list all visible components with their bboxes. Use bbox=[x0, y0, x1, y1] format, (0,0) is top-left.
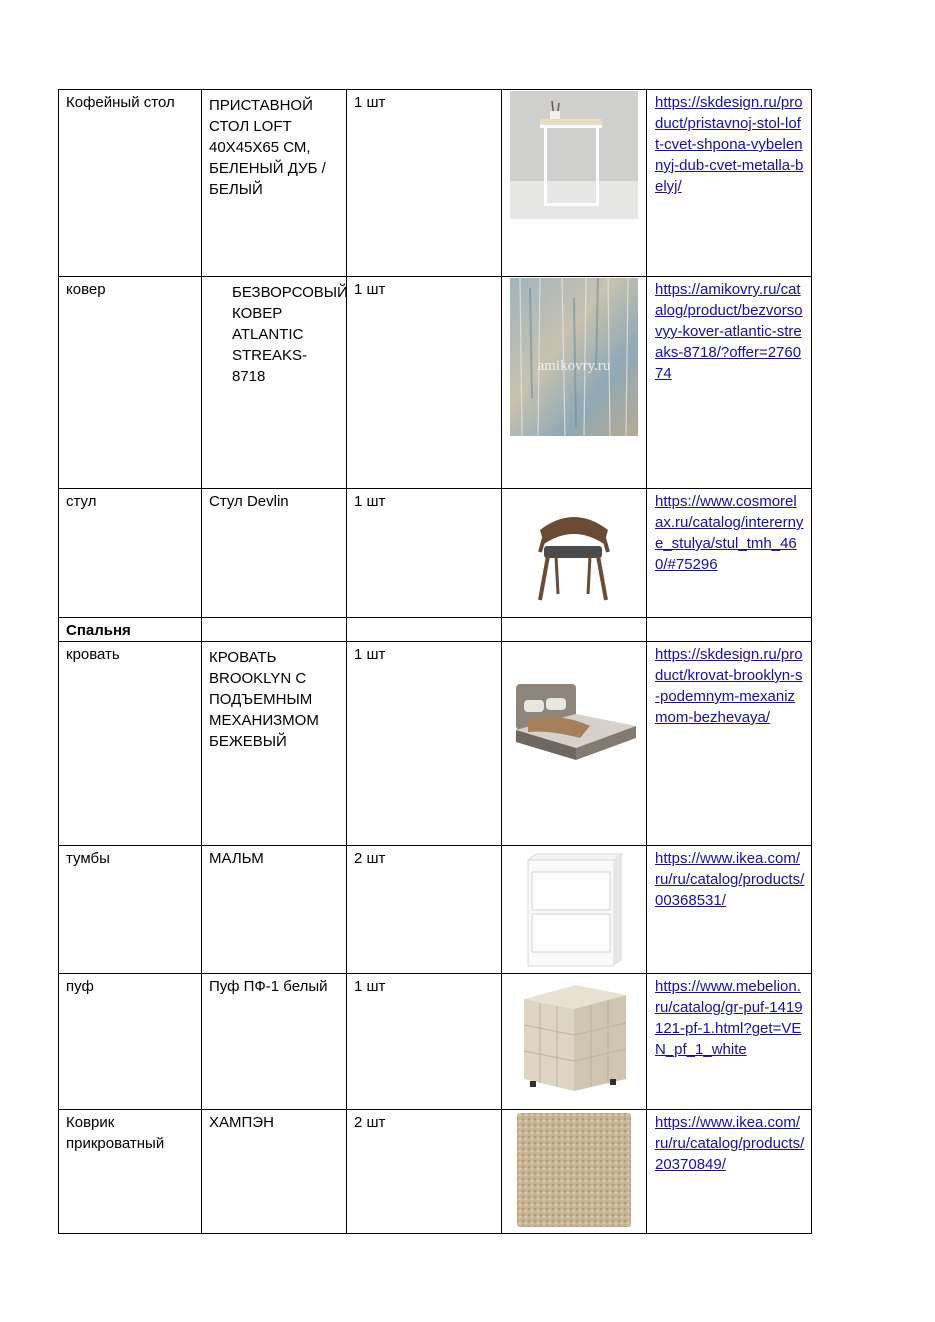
product-link[interactable]: https://skdesign.ru/product/pristavnoj-stol-loft-cvet-shpona-vybelennyj-dub-cvet-metalla-belyj/ bbox=[655, 94, 804, 195]
section-title: Спальня bbox=[59, 618, 202, 642]
item-name: Кофейный стол bbox=[59, 90, 202, 277]
table-row bbox=[59, 277, 812, 489]
item-qty: 1 шт bbox=[347, 489, 502, 618]
item-name: ковер bbox=[59, 277, 202, 489]
table-row bbox=[59, 1110, 812, 1234]
item-image-cell bbox=[502, 1110, 647, 1234]
item-name: Коврик прикроватный bbox=[59, 1110, 202, 1234]
table-row bbox=[59, 846, 812, 974]
item-qty: 1 шт bbox=[347, 277, 502, 489]
table-row bbox=[59, 489, 812, 618]
item-qty: 2 шт bbox=[347, 846, 502, 974]
item-image-cell bbox=[502, 846, 647, 974]
table-row bbox=[59, 90, 812, 277]
item-product: КРОВАТЬ BROOKLYN С ПОДЪЕМНЫМ МЕХАНИЗМОМ БЕЖЕВЫЙ bbox=[202, 642, 347, 846]
product-link[interactable]: https://www.mebelion.ru/catalog/gr-puf-1419121-pf-1.html?get=VEN_pf_1_white bbox=[655, 978, 803, 1058]
item-image-cell bbox=[502, 642, 647, 846]
item-name: кровать bbox=[59, 642, 202, 846]
item-product: Пуф ПФ-1 белый bbox=[202, 974, 347, 1110]
item-image-cell bbox=[502, 90, 647, 277]
rug-watermark: amikovry.ru bbox=[537, 358, 611, 374]
furniture-table bbox=[58, 89, 812, 1234]
product-link[interactable]: https://www.cosmorelax.ru/catalog/interernye_stulya/stul_tmh_460/#75296 bbox=[655, 493, 804, 573]
item-product: ХАМПЭН bbox=[202, 1110, 347, 1234]
table-row bbox=[59, 974, 812, 1110]
item-product: МАЛЬМ bbox=[202, 846, 347, 974]
item-product: Стул Devlin bbox=[202, 489, 347, 618]
item-image-cell bbox=[502, 277, 647, 489]
item-name: тумбы bbox=[59, 846, 202, 974]
rug-image bbox=[510, 278, 638, 436]
bed-image bbox=[510, 664, 638, 774]
item-name: пуф bbox=[59, 974, 202, 1110]
product-link[interactable]: https://www.ikea.com/ru/ru/catalog/products/20370849/ bbox=[655, 1114, 805, 1173]
item-product: БЕЗВОРСОВЫЙ КОВЕР ATLANTIC STREAKS-8718 bbox=[202, 277, 347, 489]
item-qty: 1 шт bbox=[347, 642, 502, 846]
product-link[interactable]: https://amikovry.ru/catalog/product/bezvorsovyy-kover-atlantic-streaks-8718/?offer=276074 bbox=[655, 281, 803, 382]
pouf-image bbox=[510, 975, 638, 1107]
item-image-cell bbox=[502, 974, 647, 1110]
product-link[interactable]: https://www.ikea.com/ru/ru/catalog/products/00368531/ bbox=[655, 850, 805, 909]
table-row bbox=[59, 642, 812, 846]
item-image-cell bbox=[502, 489, 647, 618]
item-qty: 1 шт bbox=[347, 974, 502, 1110]
item-product: ПРИСТАВНОЙ СТОЛ LOFT 40Х45Х65 СМ, БЕЛЕНЫЙ ДУБ / БЕЛЫЙ bbox=[202, 90, 347, 277]
bedside-rug-image bbox=[515, 1111, 633, 1229]
section-row bbox=[59, 618, 812, 642]
item-qty: 1 шт bbox=[347, 90, 502, 277]
side-table-image bbox=[510, 91, 638, 219]
nightstand-image bbox=[518, 848, 630, 972]
item-name: стул bbox=[59, 489, 202, 618]
product-link[interactable]: https://skdesign.ru/product/krovat-brooklyn-s-podemnym-mexanizmom-bezhevaya/ bbox=[655, 646, 803, 726]
item-qty: 2 шт bbox=[347, 1110, 502, 1234]
chair-image bbox=[510, 490, 638, 616]
